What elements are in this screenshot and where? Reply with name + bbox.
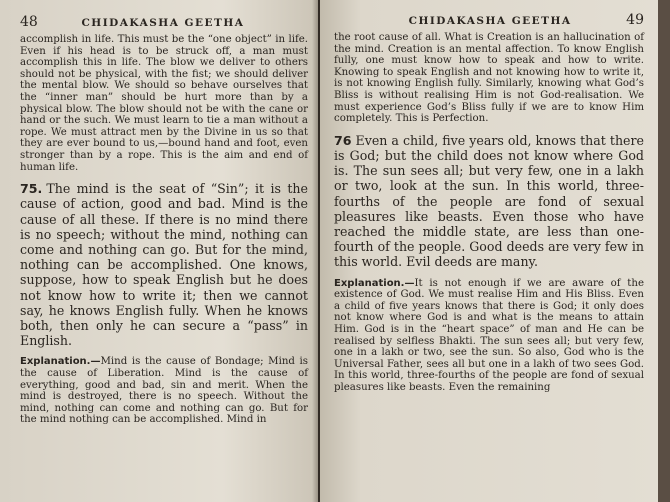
page-number: 48 — [20, 14, 38, 30]
verse-number: 76 — [334, 132, 352, 148]
verse-text: Even a child, five years old, knows that there is God; but the child does not know where God is. The sun sees all; but very few, one in a lakh or two, look at the sun. In this world, three-fourths of the people are fond of sexual pleasures like beasts. Even those who have reached the middle state, are less than one-fourth of the people. Good deeds are very few in this world. Evil deeds are many. — [334, 132, 644, 270]
explanation-text: Mind is the cause of Bondage; Mind is the cause of Liberation. Mind is the cause of everything, good and bad, sin and merit. When the mind is destroyed, there is no speech. Without the mind, nothing can come and nothing can go. But for the mind nothing can be accomplished. Mind in — [20, 356, 308, 426]
running-title: CHIDAKASHA GEETHA — [81, 17, 245, 29]
verse-paragraph — [334, 133, 644, 270]
book-cover-edge — [658, 0, 670, 502]
verse-text: The mind is the seat of “Sin”; it is the cause of action, good and bad. Mind is the cause of all these. If there is no mind there is no speech; without the mind, nothing can come and nothing can go. But for the mind, nothing can be accomplished. One knows, suppose, how to speak English but he does not know how to write it; then we cannot say, he knows English fully. When he knows both, then only he can secure a “pass” in English. — [20, 181, 308, 349]
explanation-paragraph — [20, 356, 308, 426]
explanation-label: Explanation.— — [20, 356, 101, 368]
verse-number: 75. — [20, 181, 43, 197]
left-page — [0, 0, 318, 502]
left-page-header — [20, 14, 308, 30]
page-number: 49 — [626, 12, 644, 28]
running-title: CHIDAKASHA GEETHA — [408, 15, 572, 27]
right-page-header — [334, 12, 644, 28]
right-page — [320, 0, 658, 502]
explanation-label: Explanation.— — [334, 277, 415, 289]
continuation-paragraph: accomplish in life. This must be the “one object” in life. Even if his head is to be struck off, a man must accomplish this in life. The blow we deliver to others should not be physical, with the fist; we should deliver the mental blow. We should so behave ourselves that the “inner man” should be hurt more than by a physical blow. The blow should not be with the cane or hand or the such. We must learn to tie a man without a rope. We must attract men by the Divine in us so that they are ever bound to us,—bound hand and foot, even stronger than by a rope. This is the aim and end of human life. — [20, 34, 308, 173]
explanation-text: It is not enough if we are aware of the existence of God. We must realise Him and His Bliss. Even a child of five years knows that there is God; it only does not know where God is and what is the means to attain Him. God is in the “heart space” of man and He can be realised by selfless Bhakti. The sun sees all; but very few, one in a lakh or two, see the sun. So also, God who is the Universal Father, sees all but one in a lakh of two sees God. In this world, three-fourths of the people are fond of sexual pleasures like beasts. Even the remaining — [334, 277, 644, 393]
continuation-paragraph: the root cause of all. What is Creation is an hallucination of the mind. Creation is an mental affection. To know English fully, one must know how to speak and how to write. Knowing to speak English and not knowing how to write it, is not knowing English fully. Similarly, knowing what God’s Bliss is without realising Him is not God-realisation. We must experience God’s Bliss fully if we are to know Him completely. This is Perfection. — [334, 32, 644, 125]
explanation-paragraph — [334, 278, 644, 394]
verse-paragraph — [20, 181, 308, 348]
